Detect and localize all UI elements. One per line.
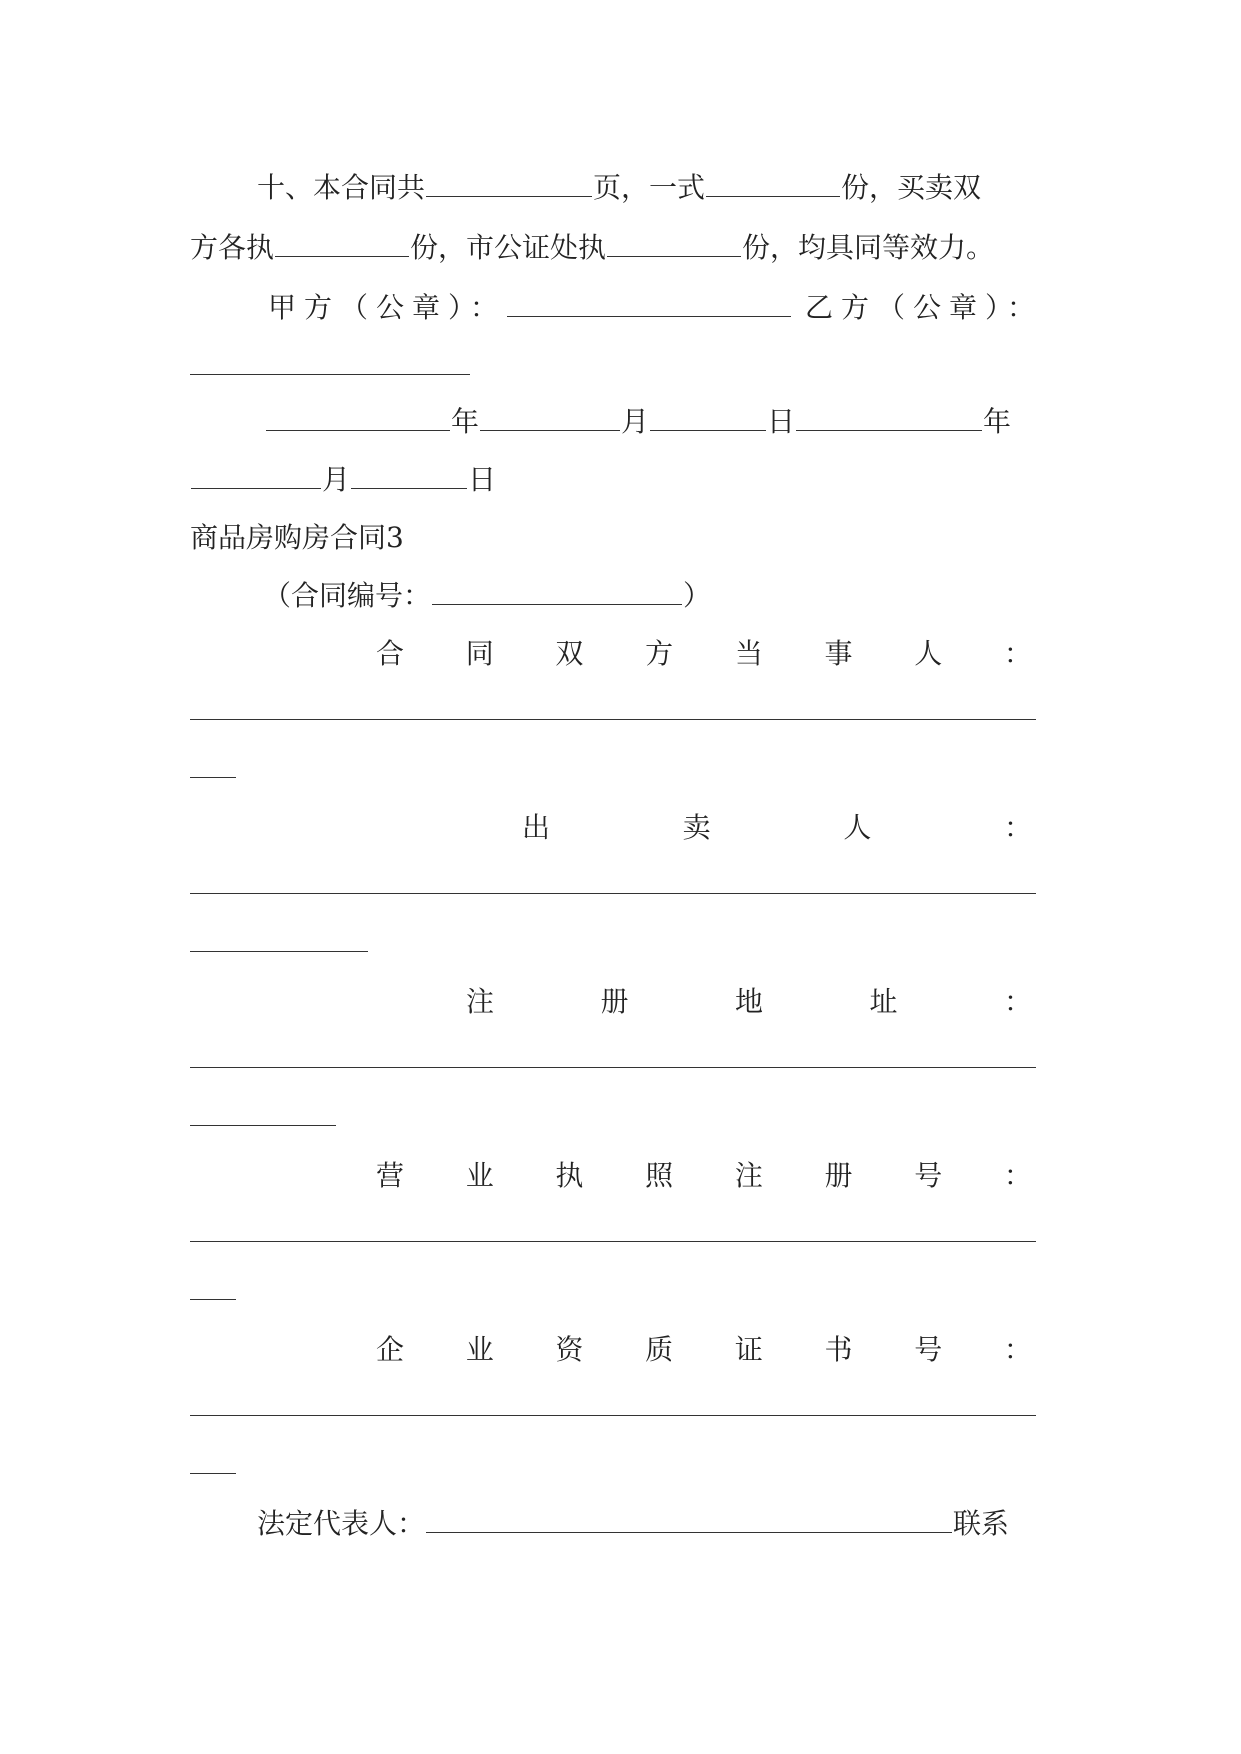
license-char: 营	[376, 1159, 405, 1192]
party-a-day-blank[interactable]	[650, 408, 766, 431]
cert-char: 业	[465, 1333, 494, 1366]
license-char: 注	[734, 1159, 763, 1192]
contract-title: 商品房购房合同3	[190, 521, 404, 554]
parties-char: 方	[645, 637, 674, 670]
party-a-seal-blank[interactable]	[507, 294, 791, 317]
cert-char: ：	[1003, 1333, 1032, 1366]
parties-blank[interactable]	[190, 719, 1036, 720]
date-line-1	[265, 402, 1011, 442]
party-b-day-blank[interactable]	[351, 466, 467, 489]
blank-notary-copies[interactable]	[607, 234, 741, 257]
contract-number-close: ）	[683, 579, 712, 612]
seller-char: 卖	[682, 811, 711, 844]
cert-char: 书	[824, 1333, 853, 1366]
year-label-b: 年	[983, 405, 1012, 438]
clause10-text-6: 份，均具同等效力。	[742, 231, 995, 264]
blank-copy-count[interactable]	[706, 174, 840, 197]
cert-heading	[376, 1330, 1032, 1370]
cert-char: 质	[645, 1333, 674, 1366]
parties-char: 双	[555, 637, 584, 670]
cert-char: 证	[734, 1333, 763, 1366]
party-b-month-blank[interactable]	[191, 466, 321, 489]
parties-char: 合	[376, 637, 405, 670]
parties-blank-tail[interactable]	[190, 777, 236, 778]
year-label-a: 年	[451, 405, 480, 438]
seller-heading	[522, 808, 1032, 848]
license-char: 号	[914, 1159, 943, 1192]
address-char: 址	[869, 985, 898, 1018]
contract-number-label: （合同编号：	[263, 579, 432, 612]
license-char: 业	[465, 1159, 494, 1192]
seller-char: 出	[522, 811, 551, 844]
party-a-year-blank[interactable]	[266, 408, 450, 431]
license-char: ：	[1003, 1159, 1032, 1192]
contract-number-line	[263, 576, 711, 616]
license-heading	[376, 1156, 1032, 1196]
address-char: 册	[600, 985, 629, 1018]
clause10-text-3: 份，买卖双	[841, 171, 982, 204]
clause10-text-4: 方各执	[190, 231, 275, 264]
parties-char: 同	[465, 637, 494, 670]
address-char: 注	[466, 985, 495, 1018]
party-b-seal-blank[interactable]	[190, 374, 470, 375]
party-b-year-blank[interactable]	[796, 408, 982, 431]
license-char: 照	[645, 1159, 674, 1192]
license-char: 册	[824, 1159, 853, 1192]
license-blank[interactable]	[190, 1241, 1036, 1242]
address-heading	[466, 982, 1032, 1022]
seal-line	[268, 288, 1043, 328]
contract-number-blank[interactable]	[432, 582, 682, 605]
date-line-2	[190, 460, 496, 500]
legal-rep-label: 法定代表人：	[257, 1507, 426, 1540]
parties-char: 事	[824, 637, 853, 670]
address-char: 地	[734, 985, 763, 1018]
blank-page-count[interactable]	[426, 174, 592, 197]
address-blank[interactable]	[190, 1067, 1036, 1068]
clause10-line1	[257, 168, 981, 208]
cert-char: 号	[914, 1333, 943, 1366]
seller-char: 人	[843, 811, 872, 844]
seller-blank[interactable]	[190, 893, 1036, 894]
parties-char: 当	[734, 637, 763, 670]
party-b-seal-label: 乙方（公章）：	[805, 291, 1044, 324]
parties-char: ：	[1003, 637, 1032, 670]
party-a-seal-label: 甲方（公章）：	[268, 291, 507, 324]
blank-each-party-copies[interactable]	[275, 234, 409, 257]
month-label-b: 月	[322, 463, 351, 496]
month-label-a: 月	[621, 405, 650, 438]
contact-label: 联系	[953, 1507, 1010, 1540]
cert-char: 资	[555, 1333, 584, 1366]
cert-char: 企	[376, 1333, 405, 1366]
legal-rep-blank[interactable]	[426, 1510, 952, 1533]
clause10-text-2: 页，一式	[593, 171, 706, 204]
license-blank-tail[interactable]	[190, 1299, 236, 1300]
address-blank-tail[interactable]	[190, 1125, 336, 1126]
clause10-text-1: 十、本合同共	[257, 171, 426, 204]
cert-blank[interactable]	[190, 1415, 1036, 1416]
address-char: ：	[1003, 985, 1032, 1018]
parties-heading	[376, 634, 1032, 674]
cert-blank-tail[interactable]	[190, 1473, 236, 1474]
day-label-b: 日	[468, 463, 497, 496]
clause10-text-5: 份，市公证处执	[410, 231, 607, 264]
day-label-a: 日	[767, 405, 796, 438]
parties-char: 人	[914, 637, 943, 670]
seller-char: ：	[1003, 811, 1032, 844]
party-a-month-blank[interactable]	[480, 408, 620, 431]
legal-rep-line	[257, 1504, 1009, 1544]
seller-blank-tail[interactable]	[190, 951, 368, 952]
license-char: 执	[555, 1159, 584, 1192]
clause10-line2	[190, 228, 994, 268]
